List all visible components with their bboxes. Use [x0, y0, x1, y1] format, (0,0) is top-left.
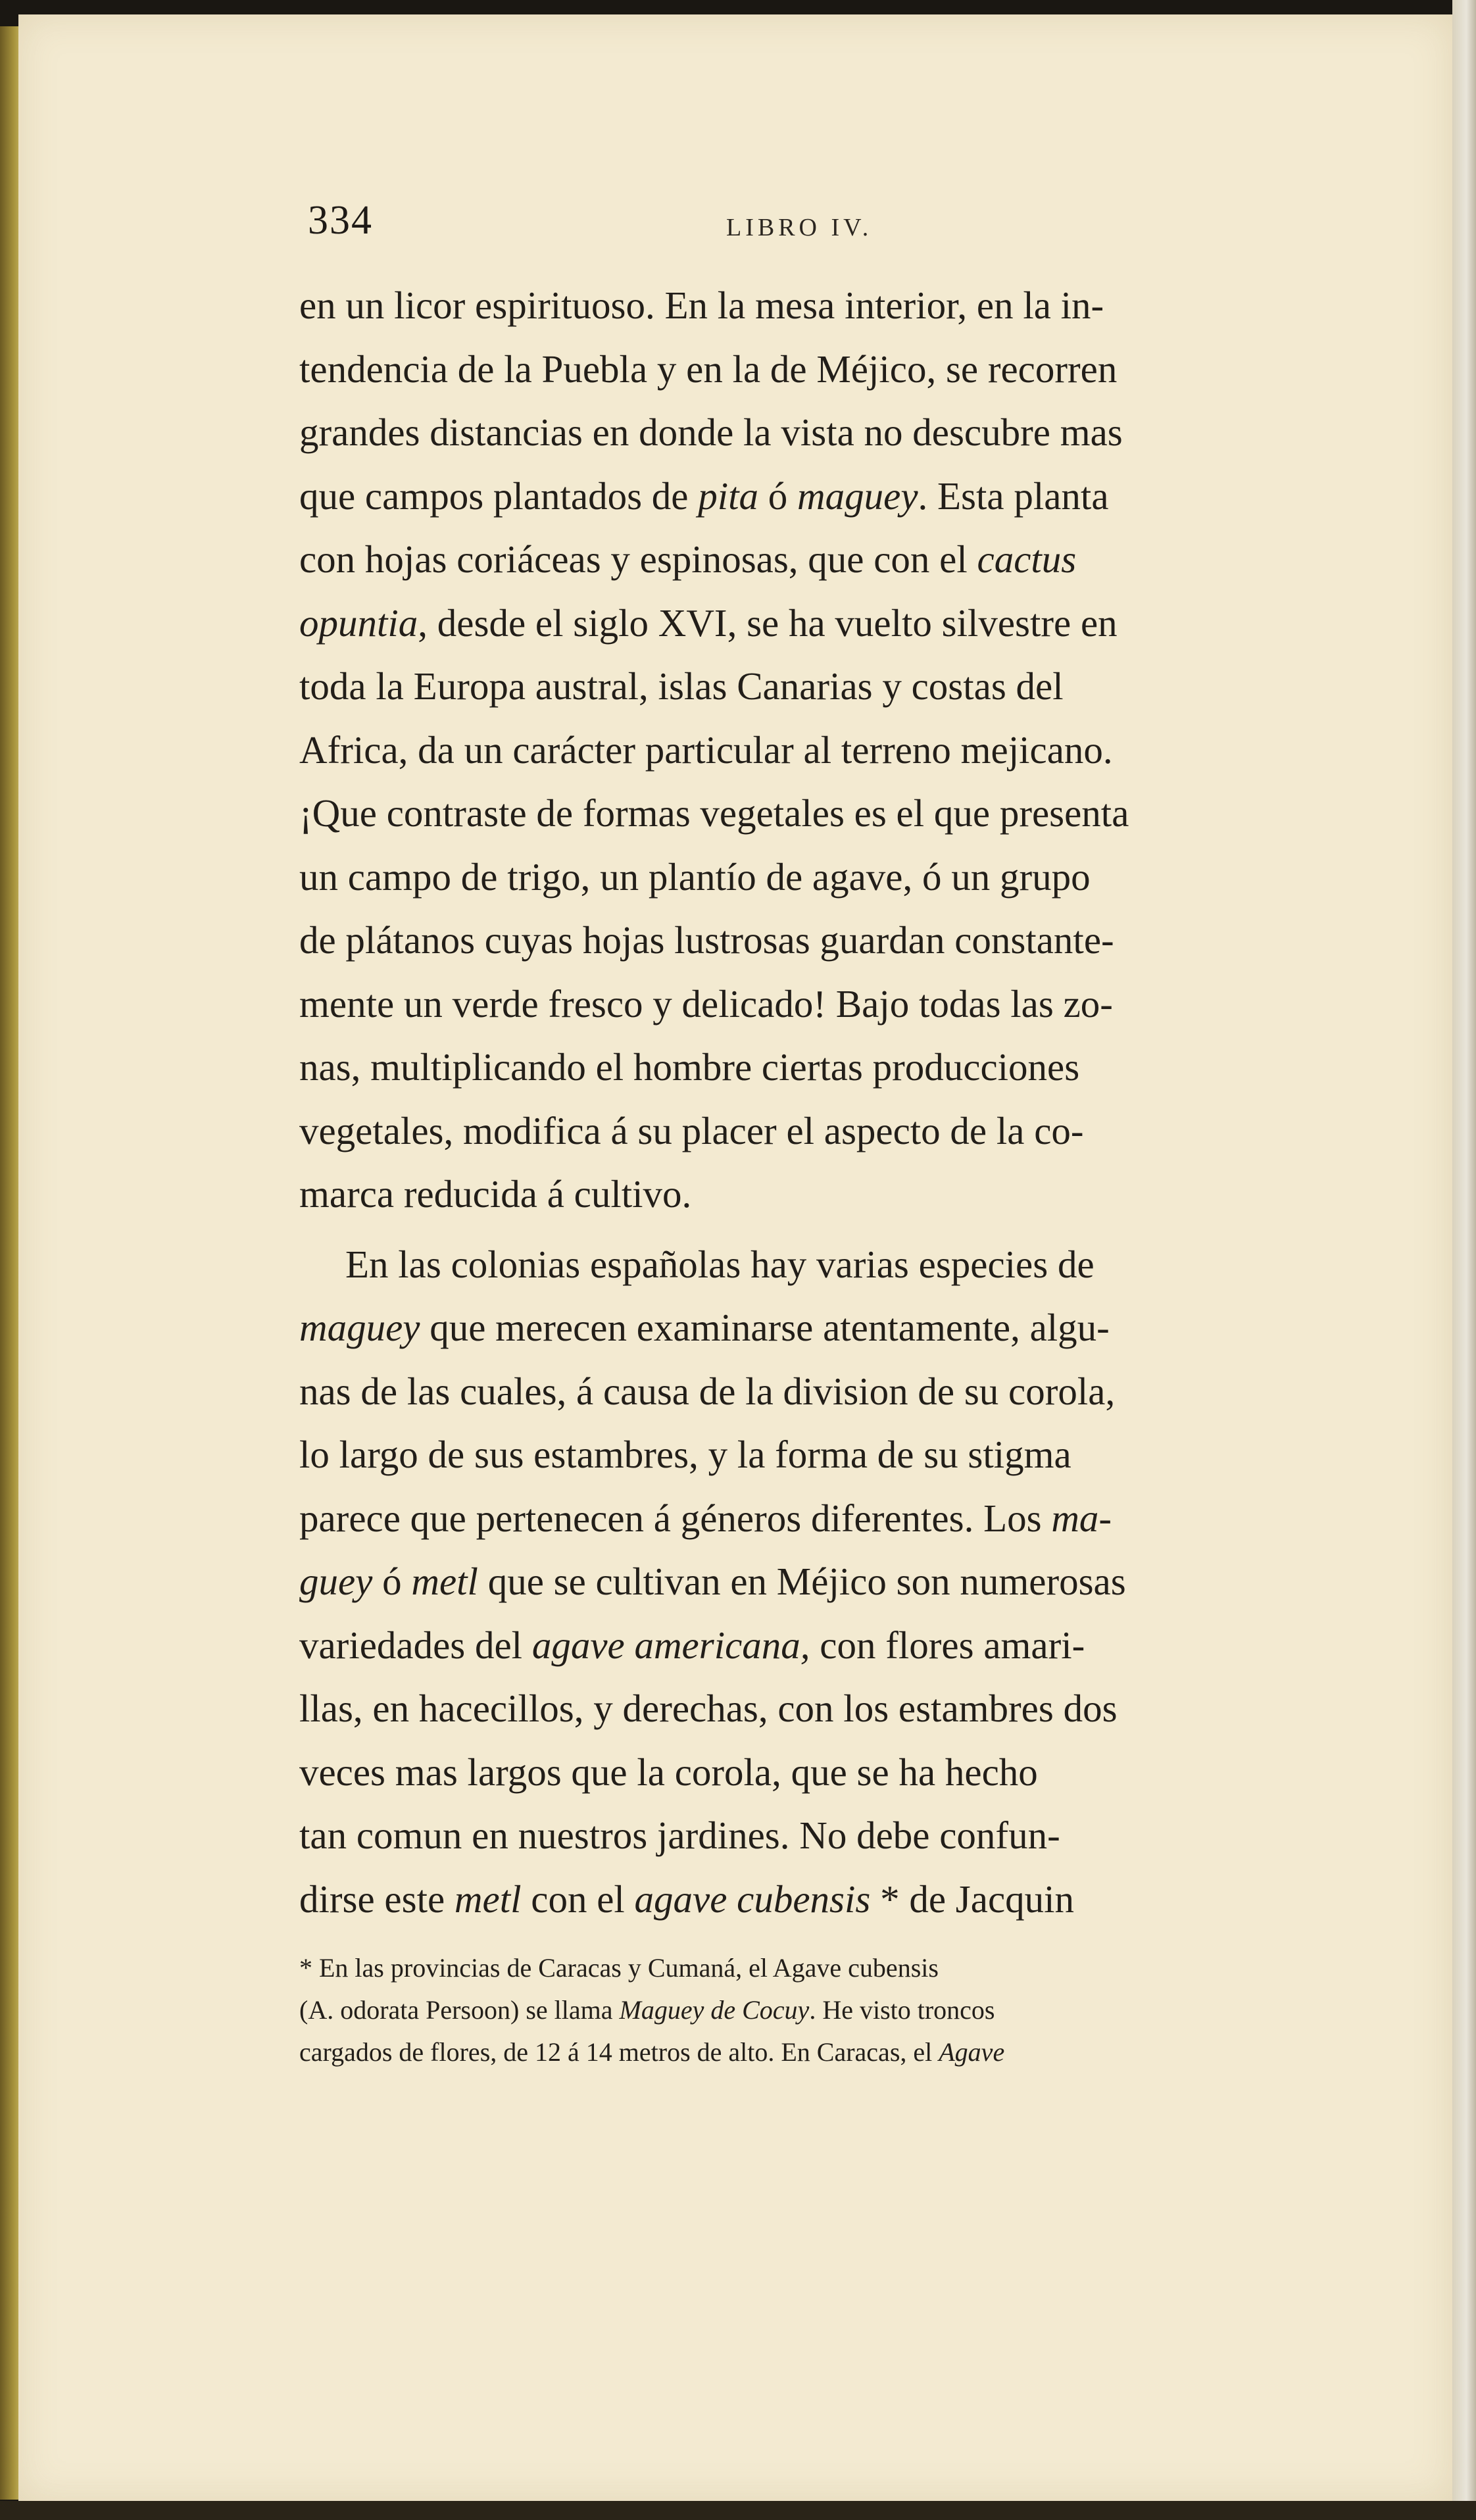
body-line [299, 528, 1325, 591]
footnote-line [299, 2031, 1325, 2073]
italic-span: guey [299, 1560, 373, 1603]
footnote-line [299, 1989, 1325, 2031]
text-span: que merecen examinarse atentamente, algu- [420, 1306, 1110, 1349]
italic-span: maguey [299, 1306, 420, 1349]
body-line: ¡Que contraste de formas vegetales es el que presenta [299, 791, 1129, 835]
text-span: variedades del [299, 1623, 532, 1667]
text-span: , desde el siglo XVI, se ha vuelto silvestre en [418, 601, 1118, 645]
body-text [299, 274, 1325, 1931]
italic-span: metl [454, 1877, 522, 1921]
body-line: En las colonias españolas hay varias especies de [345, 1242, 1095, 1286]
body-line: lo largo de sus estambres, y la forma de su stigma [299, 1433, 1071, 1476]
text-span: que se cultivan en Méjico son numerosas [478, 1560, 1126, 1603]
body-line [299, 591, 1325, 655]
body-line [299, 1296, 1325, 1360]
italic-span: ma- [1051, 1496, 1112, 1540]
page-header [308, 197, 1334, 257]
page-number: 334 [308, 198, 373, 243]
italic-span: Agave [939, 2037, 1005, 2067]
body-line: toda la Europa austral, islas Canarias y costas del [299, 664, 1064, 708]
italic-span: Maguey de Cocuy [619, 1995, 810, 2025]
body-line: vegetales, modifica á su placer el aspecto de la co- [299, 1108, 1084, 1152]
text-span: (A. odorata Persoon) se llama [299, 1995, 620, 2025]
text-span: con el [521, 1877, 635, 1921]
italic-span: opuntia [299, 601, 418, 645]
italic-span: cactus [977, 537, 1077, 581]
text-span: parece que pertenecen á géneros diferentes. Los [299, 1496, 1052, 1540]
text-span: ó [758, 474, 798, 518]
body-line: tan comun en nuestros jardines. No debe confun- [299, 1814, 1060, 1857]
body-line: en un licor espirituoso. En la mesa interior, en la in- [299, 284, 1104, 327]
body-line: veces mas largos que la corola, que se ha hecho [299, 1750, 1038, 1794]
body-line: de plátanos cuyas hojas lustrosas guardan constante- [299, 918, 1114, 962]
body-line [299, 464, 1325, 528]
body-line [299, 1550, 1325, 1614]
body-line [299, 1614, 1325, 1677]
body-line [299, 1867, 1325, 1931]
body-line: marca reducida á cultivo. [299, 1172, 692, 1216]
body-line: grandes distancias en donde la vista no descubre mas [299, 410, 1123, 454]
text-span: ó [372, 1560, 412, 1603]
italic-span: metl [411, 1560, 478, 1603]
italic-span: agave americana, [531, 1623, 810, 1667]
body-line: llas, en hacecillos, y derechas, con los estambres dos [299, 1687, 1118, 1730]
text-span: con flores amari- [810, 1623, 1085, 1667]
text-span: cargados de flores, de 12 á 14 metros de alto. En Caracas, el [299, 2037, 939, 2067]
italic-span: maguey [797, 474, 918, 518]
body-line: un campo de trigo, un plantío de agave, ó un grupo [299, 854, 1091, 899]
right-page-edge [1452, 0, 1476, 2520]
body-line [299, 1487, 1325, 1550]
bottom-shadow-band [0, 2501, 1476, 2520]
body-line: Africa, da un carácter particular al terreno mejicano. [299, 728, 1113, 772]
text-span: . He visto troncos [809, 1995, 995, 2025]
text-span: que campos plantados de [299, 474, 699, 518]
text-span: * de Jacquin [870, 1877, 1075, 1921]
footnote [299, 1947, 1325, 2073]
text-span: dirse este [299, 1877, 455, 1921]
body-line: nas de las cuales, á causa de la division de su corola, [299, 1369, 1116, 1413]
paragraph-gap [299, 1226, 1325, 1233]
text-span: con hojas coriáceas y espinosas, que con el [299, 537, 977, 581]
running-head: LIBRO IV. [726, 214, 873, 241]
italic-span: agave cubensis [634, 1877, 871, 1921]
body-line: nas, multiplicando el hombre ciertas producciones [299, 1045, 1080, 1089]
body-line: mente un verde fresco y delicado! Bajo todas las zo- [299, 981, 1113, 1025]
text-span: . Esta planta [918, 474, 1109, 518]
italic-span: pita [698, 474, 759, 518]
footnote-line [299, 1947, 1325, 1989]
body-line: tendencia de la Puebla y en la de Méjico, se recorren [299, 347, 1118, 391]
text-span: * En las provincias de Caracas y Cumaná, el Agave cubensis [299, 1953, 939, 1983]
